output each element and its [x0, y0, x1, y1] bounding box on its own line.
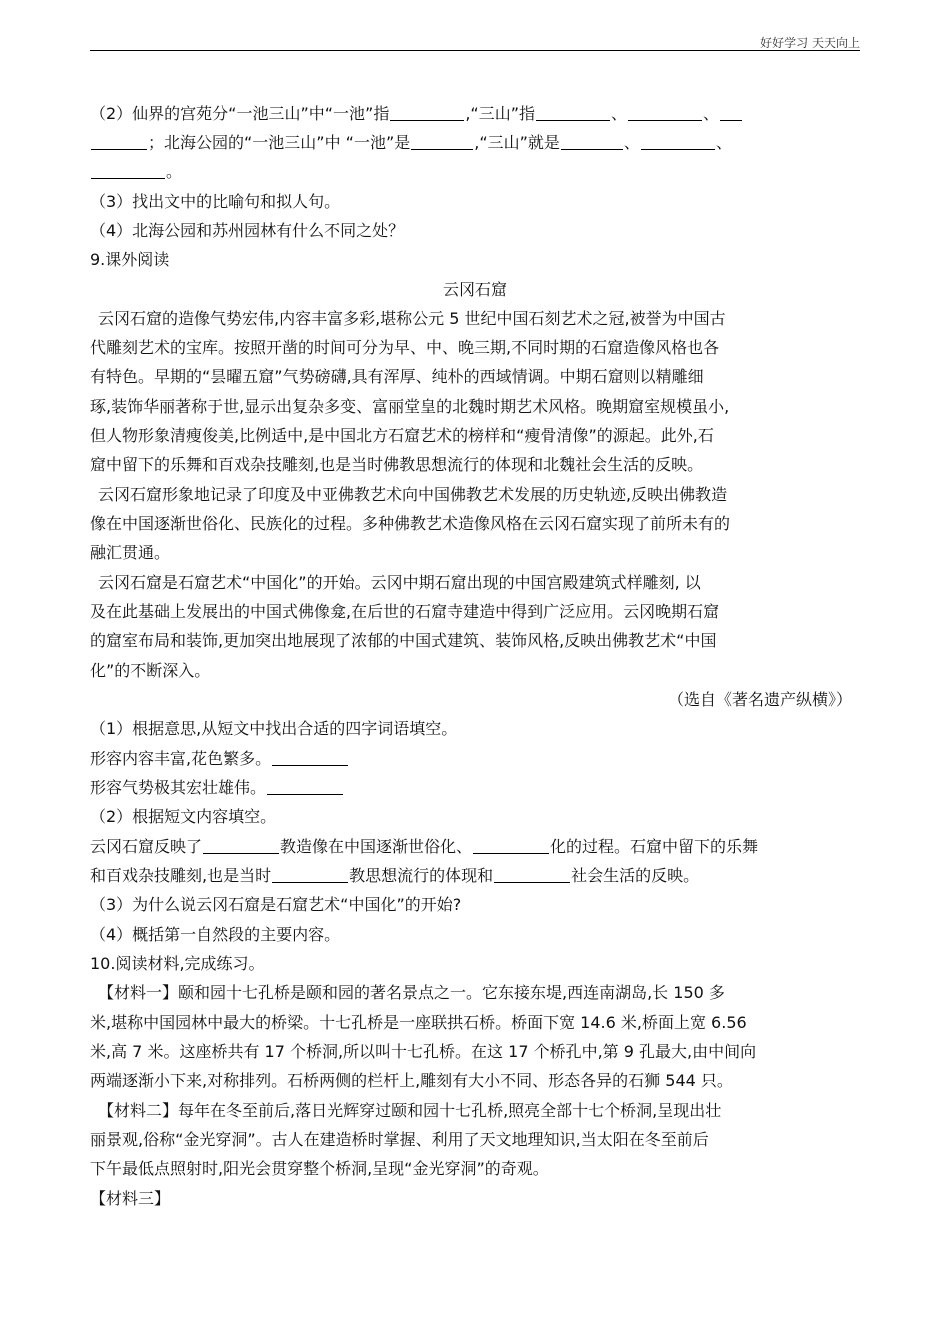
blank[interactable]	[203, 837, 279, 854]
q8-item4: （4）北海公园和苏州园林有什么不同之处？	[90, 221, 405, 240]
q8-item2-line1: （2）仙界的宫苑分“一池三山”中“一池”指 ,“三山”指 、 、	[90, 104, 743, 124]
para1-line: 但人物形象清瘦俊美,比例适中,是中国北方石窟艺术的榜样和“瘦骨清像”的源起。此外,石	[90, 426, 714, 445]
blank[interactable]	[272, 866, 348, 883]
header-rule	[90, 50, 860, 51]
material2-line: 丽景观,俗称“金光穿洞”。古人在建造桥时掌握、利用了天文地理知识,当太阳在冬至前后	[90, 1130, 709, 1149]
para3-line: 的窟室布局和装饰,更加突出地展现了浓郁的中国式建筑、装饰风格,反映出佛教艺术“中国	[90, 631, 717, 650]
blank[interactable]	[91, 162, 165, 179]
q9-heading: 9.课外阅读	[90, 250, 170, 269]
q8-item3: （3）找出文中的比喻句和拟人句。	[90, 192, 341, 211]
blank[interactable]	[272, 749, 348, 766]
blank[interactable]	[561, 133, 623, 150]
blank[interactable]	[641, 133, 715, 150]
material1-line: 【材料一】颐和园十七孔桥是颐和园的著名景点之一。它东接东堤,西连南湖岛,长 150 多	[98, 983, 725, 1002]
blank[interactable]	[411, 133, 473, 150]
blank[interactable]	[628, 104, 702, 121]
q8-item2-line3: 。	[90, 162, 182, 182]
blank[interactable]	[536, 104, 610, 121]
source-citation: （选自《著名遗产纵横》）	[667, 690, 852, 709]
blank[interactable]	[91, 133, 147, 150]
q9-fill4: 和百戏杂技雕刻,也是当时 教思想流行的体现和 社会生活的反映。	[90, 866, 700, 885]
para1-line: 窟中留下的乐舞和百戏杂技雕刻,也是当时佛教思想流行的体现和北魏社会生活的反映。	[90, 455, 704, 474]
blank[interactable]	[720, 104, 742, 121]
para2-line: 像在中国逐渐世俗化、民族化的过程。多种佛教艺术造像风格在云冈石窟实现了前所未有的	[90, 514, 731, 533]
para1-line: 有特色。早期的“昙曜五窟”气势磅礴,具有浑厚、纯朴的西域情调。中期石窟则以精雕细	[90, 367, 704, 386]
q9-fill2: 形容气势极其宏壮雄伟。	[90, 778, 344, 798]
material1-line: 米,堪称中国园林中最大的桥梁。十七孔桥是一座联拱石桥。桥面下宽 14.6 米,桥面上宽 6.56	[90, 1013, 747, 1032]
blank[interactable]	[473, 837, 549, 854]
article-title: 云冈石窟	[442, 280, 507, 299]
q9-fill1: 形容内容丰富,花色繁多。	[90, 749, 349, 769]
material3-heading: 【材料三】	[90, 1189, 171, 1208]
blank[interactable]	[390, 104, 464, 121]
q9-item1: （1）根据意思,从短文中找出合适的四字词语填空。	[90, 719, 458, 738]
q10-heading: 10.阅读材料,完成练习。	[90, 954, 265, 973]
para3-line: 云冈石窟是石窟艺术“中国化”的开始。云冈中期石窟出现的中国宫殿建筑式样雕刻, 以	[98, 573, 701, 592]
page-header	[90, 34, 860, 50]
material2-line: 下午最低点照射时,阳光会贯穿整个桥洞,呈现“金光穿洞”的奇观。	[90, 1159, 549, 1178]
material1-line: 米,高 7 米。这座桥共有 17 个桥洞,所以叫十七孔桥。在这 17 个桥孔中,第 9 孔最大,由中间向	[90, 1042, 757, 1061]
para2-line: 云冈石窟形象地记录了印度及中亚佛教艺术向中国佛教艺术发展的历史轨迹,反映出佛教造	[98, 485, 728, 504]
header-motto: 好好学习 天天向上	[760, 36, 860, 50]
q9-item4: （4）概括第一自然段的主要内容。	[90, 925, 341, 944]
material1-line: 两端逐渐小下来,对称排列。石桥两侧的栏杆上,雕刻有大小不同、形态各异的石狮 544 只。	[90, 1071, 733, 1090]
para3-line: 及在此基础上发展出的中国式佛像龛,在后世的石窟寺建造中得到广泛应用。云冈晚期石窟	[90, 602, 720, 621]
q8-item2-line2: ；北海公园的“一池三山”中 “一池”是 ,“三山”就是 、 、	[90, 133, 732, 153]
q9-fill3: 云冈石窟反映了 教造像在中国逐渐世俗化、 化的过程。石窟中留下的乐舞	[90, 837, 759, 856]
para2-line: 融汇贯通。	[90, 543, 171, 562]
blank[interactable]	[267, 778, 343, 795]
q9-item2: （2）根据短文内容填空。	[90, 807, 277, 826]
para1-line: 琢,装饰华丽著称于世,显示出复杂多变、富丽堂皇的北魏时期艺术风格。晚期窟室规模虽小,	[90, 397, 730, 416]
blank[interactable]	[494, 866, 570, 883]
material2-line: 【材料二】每年在冬至前后,落日光辉穿过颐和园十七孔桥,照亮全部十七个桥洞,呈现出壮	[98, 1101, 722, 1120]
para3-line: 化”的不断深入。	[90, 661, 211, 680]
q9-item3: （3）为什么说云冈石窟是石窟艺术“中国化”的开始?	[90, 895, 462, 914]
para1-line: 云冈石窟的造像气势宏伟,内容丰富多彩,堪称公元 5 世纪中国石刻艺术之冠,被誉为中国古	[98, 309, 726, 328]
para1-line: 代雕刻艺术的宝库。按照开凿的时间可分为早、中、晚三期,不同时期的石窟造像风格也各	[90, 338, 720, 357]
